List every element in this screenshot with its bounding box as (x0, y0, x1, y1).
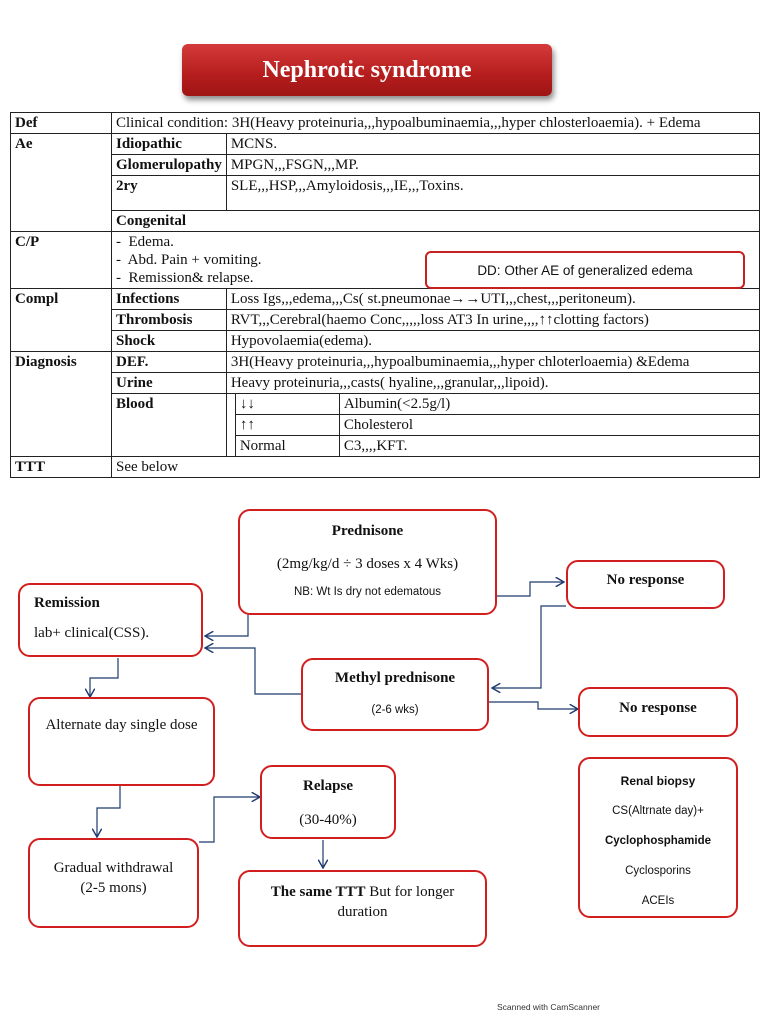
page-title: Nephrotic syndrome (262, 56, 472, 83)
blood-level: Normal (235, 436, 339, 457)
methyl-title: Methyl prednisone (334, 670, 456, 686)
renal-title: Renal biopsy (620, 774, 696, 788)
ae-label-idiopathic: Idiopathic (112, 134, 227, 155)
compl-value-shock: Hypovolaemia(edema). (226, 331, 759, 352)
prednisone-note: NB: Wt Is dry not edematous (293, 586, 441, 598)
relapse-box (260, 765, 396, 839)
ae-value-2ry: SLE,,,HSP,,,Amyloidosis,,,IE,,,Toxins. (226, 176, 759, 211)
blood-level: ↑↑ (235, 415, 339, 436)
gradual-title: Gradual withdrawal (53, 860, 174, 876)
label-cp: C/P (11, 232, 112, 289)
gradual-duration: (2-5 mons) (80, 880, 147, 896)
diag-def-value: 3H(Heavy proteinuria,,,hypoalbuminaemia,,,hyper chloterloaemia) &Edema (226, 352, 759, 373)
arrow-gradual-relapse (199, 797, 260, 842)
renal-item: ACEIs (641, 895, 675, 907)
prednisone-dose: (2mg/kg/d ÷ 3 doses x 4 Wks) (276, 556, 459, 572)
prednisone-box (238, 509, 497, 615)
no-response-label: No response (619, 700, 697, 716)
arrow-prednisone-remission (205, 612, 248, 636)
label-ttt: TTT (11, 457, 112, 478)
arrow-alternate-gradual (97, 786, 120, 837)
label-ae: Ae (11, 134, 112, 232)
label-def: Def (11, 113, 112, 134)
label-diagnosis: Diagnosis (11, 352, 112, 457)
compl-label-shock: Shock (112, 331, 227, 352)
blood-value: Albumin(<2.5g/l) (339, 394, 759, 415)
gradual-withdrawal-box (28, 838, 199, 928)
same-ttt-rest: But for longer duration (337, 884, 455, 920)
blood-label: Blood (112, 394, 227, 457)
remission-text: lab+ clinical(CSS). (34, 625, 150, 641)
renal-biopsy-box (578, 757, 738, 918)
arrow-prednisone-noresponse (496, 582, 564, 596)
ttt-value: See below (112, 457, 760, 478)
cp-item: - Remission& relapse. (116, 269, 755, 287)
no-response-box-1 (566, 560, 725, 609)
arrow-methyl-noresponse (488, 702, 578, 709)
urine-label: Urine (112, 373, 227, 394)
ae-label-2ry: 2ry (112, 176, 227, 211)
ae-value-glomerulopathy: MPGN,,,FSGN,,,MP. (226, 155, 759, 176)
arrow-remission-alternate (90, 658, 118, 697)
prednisone-title: Prednisone (331, 523, 404, 539)
renal-item: CS(Altrnate day)+ (612, 805, 704, 817)
arrow-methyl-remission (205, 648, 301, 694)
alternate-text: Alternate day single dose (45, 717, 198, 733)
no-response-box-2 (578, 687, 738, 737)
compl-value-infections: Loss Igs,,,edema,,,Cs( st.pneumonae→→UTI,,,chest,,,peritoneum). (226, 289, 759, 310)
remission-title: Remission (34, 595, 100, 611)
compl-label-thrombosis: Thrombosis (112, 310, 227, 331)
ae-value-idiopathic: MCNS. (226, 134, 759, 155)
ae-label-glomerulopathy: Glomerulopathy (112, 155, 227, 176)
no-response-label: No response (606, 572, 685, 588)
dd-note-text: DD: Other AE of generalized edema (477, 262, 693, 278)
same-ttt-box (238, 870, 487, 947)
blood-value: C3,,,,KFT. (339, 436, 759, 457)
cp-item: - Abd. Pain + vomiting. (116, 251, 755, 269)
arrow-noresponse-methyl (492, 606, 566, 688)
scanner-footer: Scanned with CamScanner (497, 1002, 601, 1012)
remission-box (18, 583, 203, 657)
cp-item: - Edema. (116, 233, 755, 251)
blood-level: ↓↓ (235, 394, 339, 415)
renal-item: Cyclosporins (625, 865, 691, 877)
renal-item: Cyclophosphamide (604, 835, 712, 847)
compl-label-infections: Infections (112, 289, 227, 310)
methyl-duration: (2-6 wks) (371, 704, 419, 716)
methyl-prednisone-box (301, 658, 489, 731)
alternate-day-box (28, 697, 215, 786)
ae-congenital: Congenital (112, 211, 760, 232)
compl-value-thrombosis: RVT,,,Cerebral(haemo Conc,,,,,loss AT3 In urine,,,,↑↑clotting factors) (226, 310, 759, 331)
relapse-rate: (30-40%) (299, 812, 357, 828)
relapse-title: Relapse (303, 778, 353, 794)
label-compl: Compl (11, 289, 112, 352)
same-ttt-bold: The same TTT (270, 884, 366, 900)
diag-def-label: DEF. (112, 352, 227, 373)
urine-value: Heavy proteinuria,,,casts( hyaline,,,granular,,,lipoid). (226, 373, 759, 394)
def-text: Clinical condition: 3H(Heavy proteinuria,,,hypoalbuminaemia,,,hyper chlosterloaemia). + Edema (112, 113, 760, 134)
blood-value: Cholesterol (339, 415, 759, 436)
